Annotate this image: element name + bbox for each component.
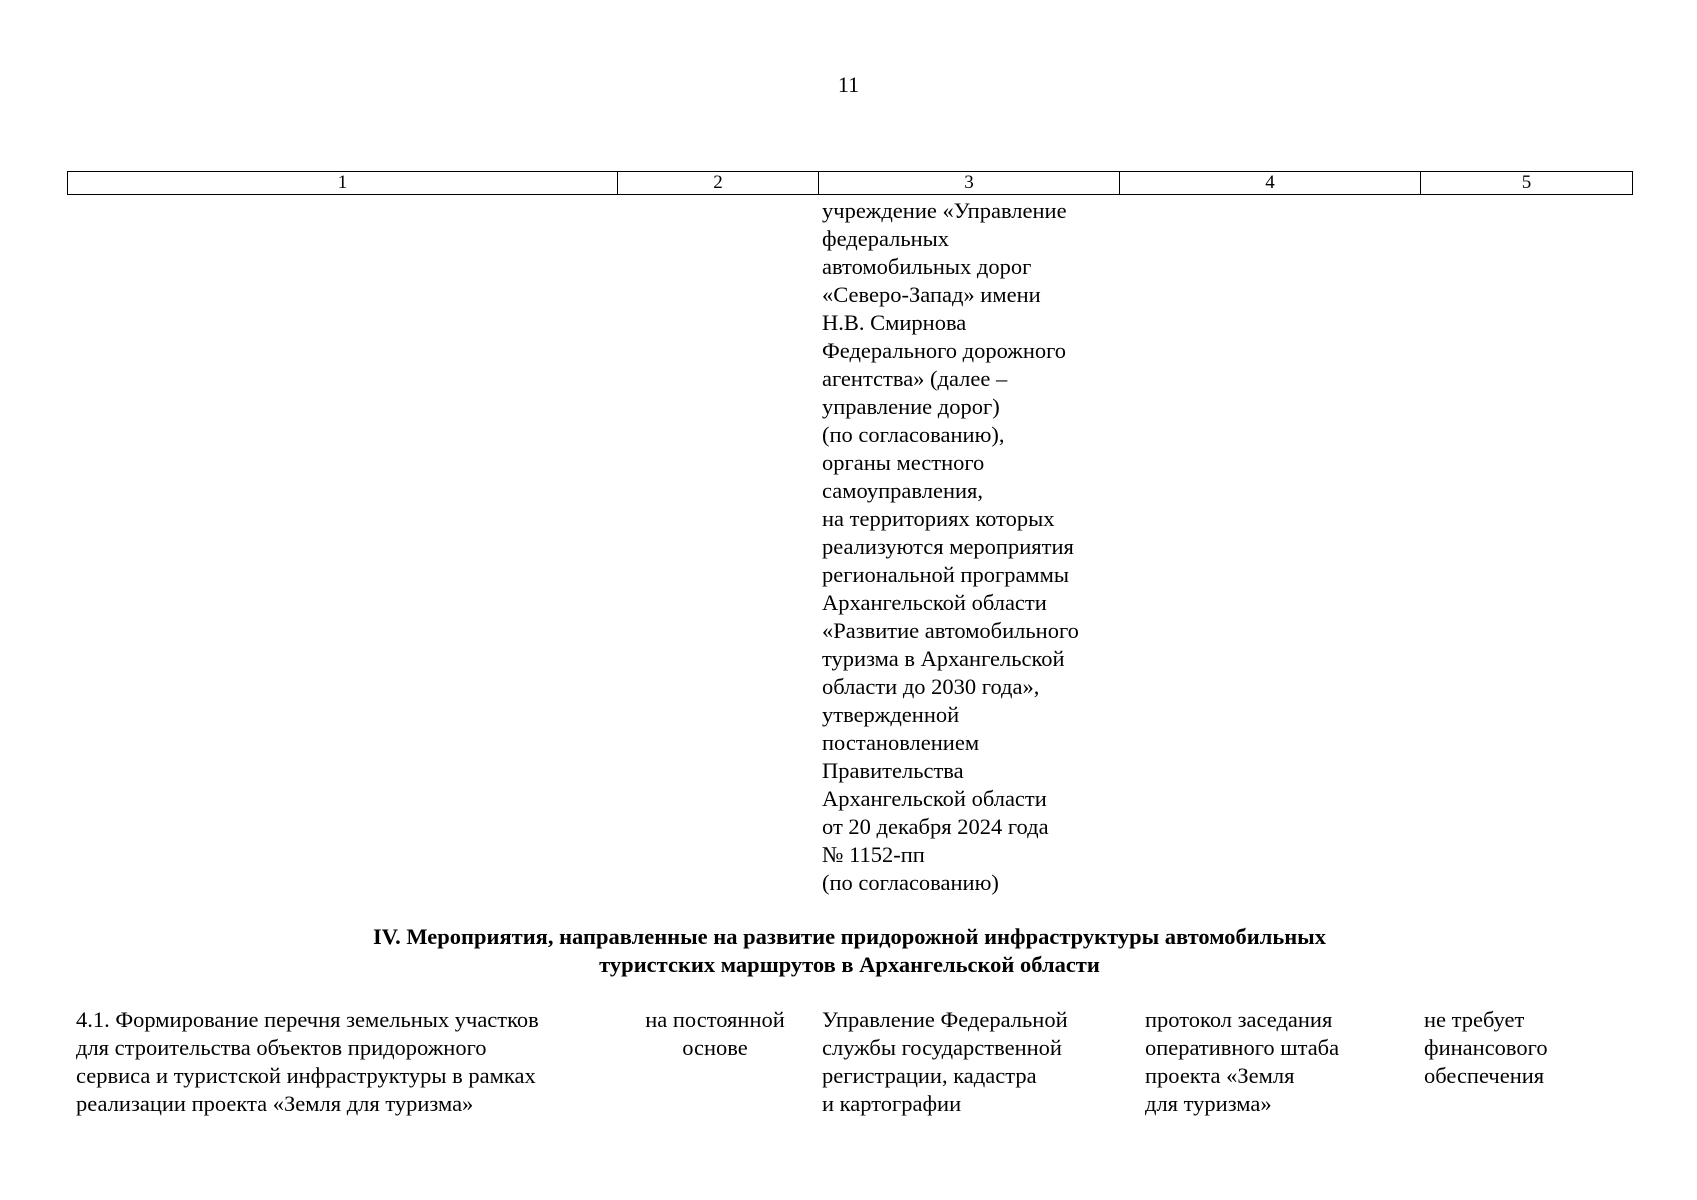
section-heading-line-2: туристских маршрутов в Архангельской области (599, 952, 1100, 977)
continued-executor-text: учреждение «Управление федеральных автомобильных дорог «Северо-Запад» имени Н.В. Смирнова Федерального дорожного агентства» (далее – управление дорог) (по согласованию), органы местного самоуправления, на территориях которых реализуются мероприятия региональной программы Архангельской области «Развитие автомобильного туризма в Архангельской области до 2030 года», утвержденной постановлением Правительства Архангельской области от 20 декабря 2024 года № 1152-пп (по согласованию) (822, 198, 1079, 895)
column-number-3: 3 (819, 172, 1120, 195)
column-number-2: 2 (618, 172, 819, 195)
section-heading (67, 923, 1632, 979)
row-measure-cell: 4.1. Формирование перечня земельных участков для строительства объектов придорожного сервиса и туристской инфраструктуры в рамках реализации проекта «Земля для туризма» (76, 1007, 539, 1116)
row-result-cell: протокол заседания оперативного штаба проекта «Земля для туризма» (1145, 1007, 1340, 1116)
table-column-header (67, 171, 1633, 195)
column-number-row (68, 172, 1633, 195)
column-number-5: 5 (1421, 172, 1633, 195)
row-executor-cell: Управление Федеральной службы государственной регистрации, кадастра и картографии (822, 1007, 1068, 1116)
row-term-cell: на постоянной основе (645, 1007, 785, 1060)
row-financing-cell: не требует финансового обеспечения (1424, 1007, 1548, 1088)
section-heading-line-1: IV. Мероприятия, направленные на развитие придорожной инфраструктуры автомобильных (372, 924, 1327, 949)
column-number-4: 4 (1120, 172, 1421, 195)
column-number-1: 1 (68, 172, 618, 195)
page-number: 11 (837, 72, 860, 97)
